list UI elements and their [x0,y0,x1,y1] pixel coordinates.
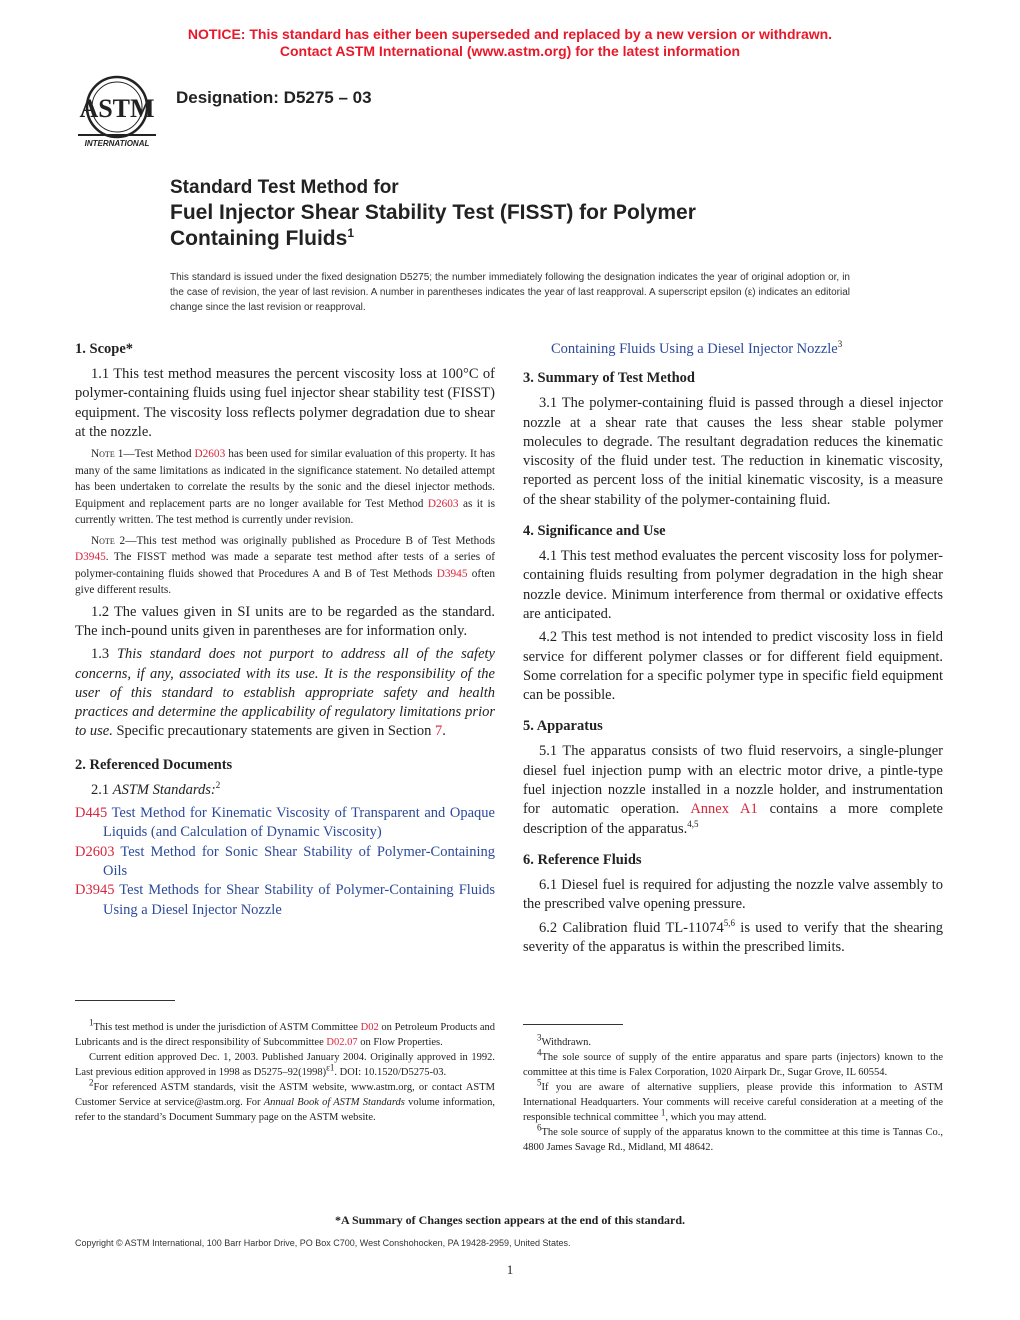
section-significance-heading: 4. Significance and Use [523,523,666,540]
link-d2603[interactable]: D2603 [427,497,459,510]
link-d02-07[interactable]: D02.07 [326,1037,358,1048]
ref-item[interactable]: D2603 Test Method for Sonic Shear Stability of Polymer-Containing Oils [75,843,495,879]
title-footnote-ref[interactable]: 1 [347,226,354,240]
significance-para-4-2: 4.2 This test method is not intended to predict viscosity loss in field service for different polymer classes or for different field equipment. Some correlation for a specific polymer type in specific field equipment can be possible. [523,629,943,704]
scope-para-1-2: 1.2 The values given in SI units are to be regarded as the standard. The inch-pound units given in parentheses are for information only. [75,603,495,639]
section-refdocs-heading: 2. Referenced Documents [75,756,233,773]
title-line-2: Fuel Injector Shear Stability Test (FISST) for Polymer Containing Fluids$^1$ [170,201,696,250]
fluids-para-6-1: 6.1 Diesel fuel is required for adjusting the nozzle valve assembly to the prescribed valve opening pressure. [523,876,943,913]
notice-line-1: NOTICE: This standard has either been superseded and replaced by a new version or withdrawn. [187,26,833,42]
significance-para-4-1: 4.1 This test method evaluates the percent viscosity loss for polymer-containing fluids resulting from polymer degradation in the high shear nozzle device. Minimum interference from thermal or oxidative effects are anticipated. [523,548,943,622]
ref-code-d2603[interactable]: D2603 [75,843,115,860]
notice-line-2: Contact ASTM International (www.astm.org) for the latest information [279,43,741,59]
ref-item[interactable]: D3945 Test Methods for Shear Stability of Polymer-Containing Fluids Using a Diesel Injector Nozzle [75,882,495,918]
link-section-7[interactable]: 7 [434,723,443,740]
scope-para-1-1: 1.1 This test method measures the percent viscosity loss at 100°C of polymer-containing fluids using fuel injector shear stability test (FISST) equipment. The viscosity loss reflects polymer degradation due to shear at the nozzle. [75,366,495,440]
footnote-4: $^4$The sole source of supply of the entire apparatus and spare parts (injectors) known to the committee at this time is Falex Corporation, 1020 Airpark Dr., Sugar Grove, IL 60554. [523,1047,943,1078]
link-d02[interactable]: D02 [360,1022,379,1033]
footnote-2: $^2$For referenced ASTM standards, visit the ASTM website, www.astm.org, or contact ASTM Customer Service at service@astm.org. For Annual Book of ASTM Standards volume information, refer to the standard’s Document Summary page on the ASTM website. [75,1077,495,1123]
link-d3945[interactable]: D3945 [75,551,106,564]
footnote-3: $^3$Withdrawn. [537,1032,591,1048]
footnote-1: $^1$This test method is under the jurisdiction of ASTM Committee D02 on Petroleum Products and Lubricants and is the direct responsibility of Subcommittee D02.07 on Flow Properties. [75,1017,495,1048]
logo-wordmark: ASTM [79,94,155,123]
scope-note-2: Note 2—This test method was originally published as Procedure B of Test Methods D3945. The FISST method was made a separate test method after tests of a series of polymer-containing fluids showed that Procedures A and B of Test Methods D3945 often give different results. [75,534,495,597]
scope-para-1-3: 1.3 This standard does not purport to address all of the safety concerns, if any, associated with its use. It is the responsibility of the user of this standard to establish appropriate safety and health practices and determine the applicability of regulatory limitations prior to use. Specific precautionary statements are given in Section 7. [75,646,495,740]
apparatus-para-5-1: 5.1 The apparatus consists of two fluid reservoirs, a single-plunger diesel fuel injection pump with an electric motor drive, a pintle-type fuel injection nozzle installed in a nozzle holder, and instrumentation for automatic operation. Annex A1 contains a more complete description of the apparatus.$^{4,5}$ [523,743,943,837]
footnote-6: $^6$The sole source of supply of the apparatus known to the committee at this time is Tannas Co., 4800 James Savage Rd., Midland, MI 48642. [523,1122,943,1153]
astm-logo [72,72,162,152]
copyright-line: Copyright © ASTM International, 100 Barr Harbor Drive, PO Box C700, West Conshohocken, PA 19428-2959, United States. [75,1238,571,1248]
footnotes-left [75,1017,495,1125]
scope-note-1: Note 1—Test Method D2603 has been used for similar evaluation of this property. It has many of the same limitations as indicated in the significance statement. No detailed attempt has been undertaken to correlate the results by the sonic and the diesel injector methods. Equipment and replacement parts are no longer available for Test Method D2603 as it is currently written. The test method is currently under revision. [75,448,495,527]
summary-of-changes-notice: *A Summary of Changes section appears at the end of this standard. [334,1213,686,1227]
section-fluids-heading: 6. Reference Fluids [523,851,642,868]
footnote-1-edition: Current edition approved Dec. 1, 2003. Published January 2004. Originally approved in 1992. Last previous edition approved in 1998 as $D5275-92(1998)^{\varepsilon 1}$. DOI: 10.1520/D5275-03. [75,1052,495,1078]
link-d3945[interactable]: D3945 [436,567,468,580]
link-d2603[interactable]: D2603 [194,448,226,461]
footnote-rule-left [75,1000,175,1001]
refdocs-para-2-1: 2.1 ASTM Standards:$^2$ [91,779,221,798]
ref-item[interactable]: D445 Test Method for Kinematic Viscosity of Transparent and Opaque Liquids (and Calculation of Dynamic Viscosity) [75,805,495,841]
footnote-5: $^5$If you are aware of alternative suppliers, please provide this information to ASTM International Headquarters. Your comments will receive careful consideration at a meeting of the responsible technical committee $^1$, which you may attend. [523,1077,943,1123]
title-line-1: Standard Test Method for [170,177,399,198]
logo-subtitle: INTERNATIONAL [84,139,150,148]
link-annex-a1[interactable]: Annex A1 [690,801,758,818]
section-scope-heading: 1. Scope* [75,341,133,357]
ref-item-continued[interactable]: Containing Fluids Using a Diesel Injector Nozzle$^3$ [551,339,843,357]
footnote-rule-right [523,1024,623,1025]
page-number: 1 [506,1262,514,1277]
section-summary-heading: 3. Summary of Test Method [523,370,695,387]
right-column [523,340,943,961]
issuance-statement: This standard is issued under the fixed designation D5275; the number immediately following the designation indicates the year of original adoption or, in the case of revision, the year of last revision. A number in parentheses indicates the year of last reapproval. A superscript epsilon (ε) indicates an editorial change since the last revision or reapproval. [170,272,850,313]
footnotes-right [523,1032,943,1155]
document-title [170,176,790,252]
withdrawal-notice [0,26,1020,60]
fluids-para-6-2: 6.2 Calibration fluid TL-11074$^{5,6}$ is used to verify that the shearing severity of the apparatus is within the prescribed limits. [523,917,943,955]
left-column [75,340,495,918]
designation: Designation: D5275 – 03 [176,88,372,107]
summary-para-3-1: 3.1 The polymer-containing fluid is passed through a diesel injector nozzle at a shear rate that causes the less shear stable polymer molecules to degrade. The resultant degradation reduces the kinematic viscosity of the fluid under test. The reduction in kinematic viscosity, reported as percent loss of the initial kinematic viscosity, is a measure of the shear stability of the polymer-containing fluid. [523,395,943,508]
ref-code-d3945[interactable]: D3945 [75,882,115,899]
ref-code-d445[interactable]: D445 [75,805,108,822]
section-apparatus-heading: 5. Apparatus [523,718,603,735]
